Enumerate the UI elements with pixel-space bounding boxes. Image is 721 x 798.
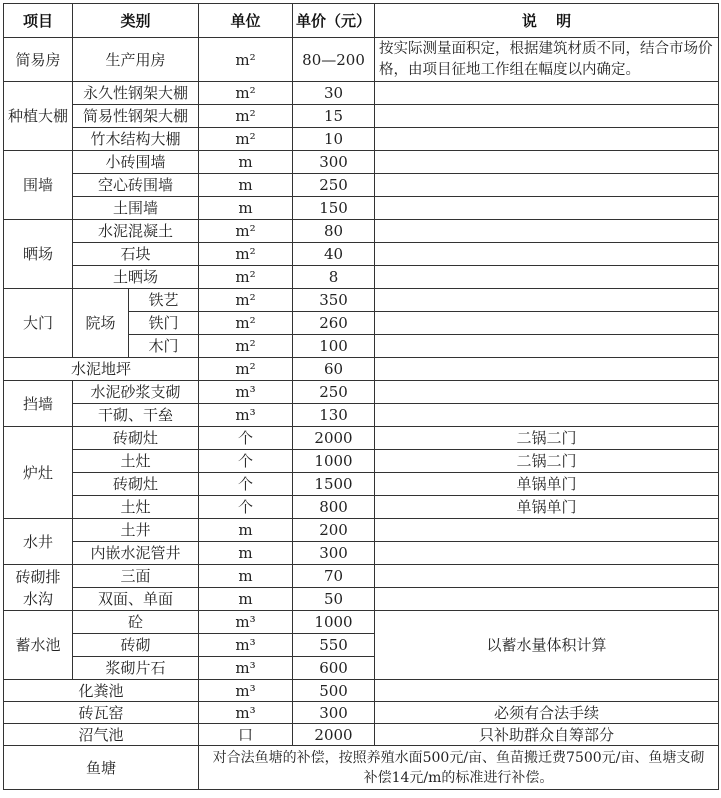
unit-cell: 个 xyxy=(199,473,293,496)
unit-cell: m³ xyxy=(199,680,293,702)
unit-cell: m³ xyxy=(199,657,293,680)
category-cell: 木门 xyxy=(129,335,199,358)
note-cell xyxy=(375,358,719,381)
unit-cell: m² xyxy=(199,220,293,243)
note-cell xyxy=(375,174,719,197)
note-cell xyxy=(375,335,719,358)
table-row xyxy=(4,519,719,542)
unit-cell: m² xyxy=(199,128,293,151)
table-row xyxy=(4,38,719,82)
category-cell: 土灶 xyxy=(73,496,199,519)
price-cell: 15 xyxy=(293,105,375,128)
category-cell: 土晒场 xyxy=(73,266,199,289)
price-cell: 250 xyxy=(293,174,375,197)
table-row xyxy=(4,105,719,128)
price-cell: 800 xyxy=(293,496,375,519)
price-cell: 300 xyxy=(293,542,375,565)
table-row xyxy=(4,680,719,702)
price-cell: 150 xyxy=(293,197,375,220)
note-cell xyxy=(375,519,719,542)
unit-cell: m² xyxy=(199,358,293,381)
unit-cell: m xyxy=(199,588,293,611)
unit-cell: m³ xyxy=(199,404,293,427)
note-cell xyxy=(375,243,719,266)
unit-cell: m xyxy=(199,542,293,565)
note-cell xyxy=(375,289,719,312)
unit-cell: m² xyxy=(199,312,293,335)
price-cell: 10 xyxy=(293,128,375,151)
header-unit: 单位 xyxy=(199,4,293,38)
item-cell: 砖瓦窑 xyxy=(4,702,199,724)
note-cell: 只补助群众自筹部分 xyxy=(375,724,719,746)
price-cell: 260 xyxy=(293,312,375,335)
category-cell: 简易性钢架大棚 xyxy=(73,105,199,128)
item-cell: 砖砌排水沟 xyxy=(4,565,73,611)
table-row xyxy=(4,381,719,404)
category-cell: 铁艺 xyxy=(129,289,199,312)
unit-cell: m² xyxy=(199,82,293,105)
table-row xyxy=(4,151,719,174)
note-cell: 以蓄水量体积计算 xyxy=(375,611,719,680)
item-cell: 沼气池 xyxy=(4,724,199,746)
table-row xyxy=(4,588,719,611)
category-cell: 土围墙 xyxy=(73,197,199,220)
header-item: 项目 xyxy=(4,4,73,38)
header-row xyxy=(4,4,719,38)
unit-cell: 口 xyxy=(199,724,293,746)
unit-cell: m xyxy=(199,565,293,588)
table-row xyxy=(4,404,719,427)
price-cell: 1500 xyxy=(293,473,375,496)
table-row xyxy=(4,542,719,565)
category-cell: 永久性钢架大棚 xyxy=(73,82,199,105)
table-row xyxy=(4,565,719,588)
item-cell: 鱼塘 xyxy=(4,746,199,790)
price-cell: 250 xyxy=(293,381,375,404)
unit-cell: 个 xyxy=(199,450,293,473)
note-cell xyxy=(375,151,719,174)
note-cell: 单锅单门 xyxy=(375,496,719,519)
category-cell: 干砌、干垒 xyxy=(73,404,199,427)
note-cell xyxy=(375,105,719,128)
price-cell: 60 xyxy=(293,358,375,381)
category-cell: 土井 xyxy=(73,519,199,542)
table-row xyxy=(4,702,719,724)
note-cell: 按实际测量面积定，根据建筑材质不同，结合市场价格，由项目征地工作组在幅度以内确定。 xyxy=(375,38,719,82)
unit-cell: m³ xyxy=(199,611,293,634)
note-cell xyxy=(375,197,719,220)
table-row xyxy=(4,82,719,105)
price-cell: 1000 xyxy=(293,450,375,473)
price-cell: 8 xyxy=(293,266,375,289)
price-cell: 100 xyxy=(293,335,375,358)
category-cell: 水泥混凝土 xyxy=(73,220,199,243)
table-row xyxy=(4,289,719,312)
table-row xyxy=(4,450,719,473)
price-cell: 40 xyxy=(293,243,375,266)
header-category: 类别 xyxy=(73,4,199,38)
category-cell: 小砖围墙 xyxy=(73,151,199,174)
table-row xyxy=(4,746,719,790)
table-row xyxy=(4,611,719,634)
compensation-standards-table xyxy=(3,3,719,790)
item-cell: 化粪池 xyxy=(4,680,199,702)
price-cell: 300 xyxy=(293,151,375,174)
category-cell: 砼 xyxy=(73,611,199,634)
table-row xyxy=(4,197,719,220)
category-cell: 双面、单面 xyxy=(73,588,199,611)
header-price: 单价（元） xyxy=(293,4,375,38)
price-cell: 80—200 xyxy=(293,38,375,82)
unit-cell: m² xyxy=(199,335,293,358)
unit-cell: m xyxy=(199,519,293,542)
category-cell: 内嵌水泥管井 xyxy=(73,542,199,565)
table-row xyxy=(4,266,719,289)
note-cell: 必须有合法手续 xyxy=(375,702,719,724)
unit-cell: m² xyxy=(199,105,293,128)
table-row xyxy=(4,243,719,266)
price-cell: 1000 xyxy=(293,611,375,634)
price-cell: 70 xyxy=(293,565,375,588)
note-cell xyxy=(375,542,719,565)
note-cell: 二锅二门 xyxy=(375,450,719,473)
item-cell: 蓄水池 xyxy=(4,611,73,680)
price-cell: 130 xyxy=(293,404,375,427)
item-cell: 水井 xyxy=(4,519,73,565)
item-cell: 大门 xyxy=(4,289,73,358)
unit-cell: m² xyxy=(199,38,293,82)
category-cell: 竹木结构大棚 xyxy=(73,128,199,151)
note-cell xyxy=(375,82,719,105)
note-cell xyxy=(375,128,719,151)
unit-cell: m xyxy=(199,174,293,197)
unit-cell: m xyxy=(199,197,293,220)
price-cell: 2000 xyxy=(293,724,375,746)
table-row xyxy=(4,427,719,450)
table-row xyxy=(4,358,719,381)
item-cell: 水泥地坪 xyxy=(4,358,199,381)
item-cell: 炉灶 xyxy=(4,427,73,519)
note-cell: 单锅单门 xyxy=(375,473,719,496)
unit-cell: m² xyxy=(199,289,293,312)
category-cell: 砖砌灶 xyxy=(73,427,199,450)
note-cell xyxy=(375,266,719,289)
note-cell xyxy=(375,220,719,243)
item-cell: 晒场 xyxy=(4,220,73,289)
unit-cell: m² xyxy=(199,266,293,289)
category-cell: 铁门 xyxy=(129,312,199,335)
table-row xyxy=(4,496,719,519)
table-row xyxy=(4,128,719,151)
category-cell: 砖砌 xyxy=(73,634,199,657)
table-row xyxy=(4,220,719,243)
unit-cell: m³ xyxy=(199,634,293,657)
price-cell: 50 xyxy=(293,588,375,611)
category-cell: 水泥砂浆支砌 xyxy=(73,381,199,404)
group-cell: 院场 xyxy=(73,289,129,358)
note-cell xyxy=(375,312,719,335)
item-cell: 围墙 xyxy=(4,151,73,220)
unit-cell: m³ xyxy=(199,702,293,724)
price-cell: 350 xyxy=(293,289,375,312)
unit-cell: m³ xyxy=(199,381,293,404)
price-cell: 600 xyxy=(293,657,375,680)
category-cell: 石块 xyxy=(73,243,199,266)
note-cell xyxy=(375,565,719,588)
note-cell xyxy=(375,381,719,404)
unit-cell: 个 xyxy=(199,427,293,450)
note-cell xyxy=(375,588,719,611)
price-cell: 500 xyxy=(293,680,375,702)
item-cell: 简易房 xyxy=(4,38,73,82)
unit-cell: m² xyxy=(199,243,293,266)
category-cell: 砖砌灶 xyxy=(73,473,199,496)
category-cell: 浆砌片石 xyxy=(73,657,199,680)
table-row xyxy=(4,174,719,197)
note-cell xyxy=(375,680,719,702)
category-cell: 生产用房 xyxy=(73,38,199,82)
price-cell: 80 xyxy=(293,220,375,243)
note-cell xyxy=(375,404,719,427)
table-row xyxy=(4,724,719,746)
item-cell: 挡墙 xyxy=(4,381,73,427)
item-cell: 种植大棚 xyxy=(4,82,73,151)
table-row xyxy=(4,473,719,496)
note-cell: 对合法鱼塘的补偿，按照养殖水面500元/亩、鱼苗搬迁费7500元/亩、鱼塘支砌补偿14元/m的标准进行补偿。 xyxy=(199,746,719,790)
price-cell: 2000 xyxy=(293,427,375,450)
price-cell: 300 xyxy=(293,702,375,724)
category-cell: 土灶 xyxy=(73,450,199,473)
unit-cell: 个 xyxy=(199,496,293,519)
unit-cell: m xyxy=(199,151,293,174)
price-cell: 200 xyxy=(293,519,375,542)
price-cell: 550 xyxy=(293,634,375,657)
note-cell: 二锅二门 xyxy=(375,427,719,450)
price-cell: 30 xyxy=(293,82,375,105)
header-note: 说 明 xyxy=(375,4,719,38)
category-cell: 三面 xyxy=(73,565,199,588)
category-cell: 空心砖围墙 xyxy=(73,174,199,197)
